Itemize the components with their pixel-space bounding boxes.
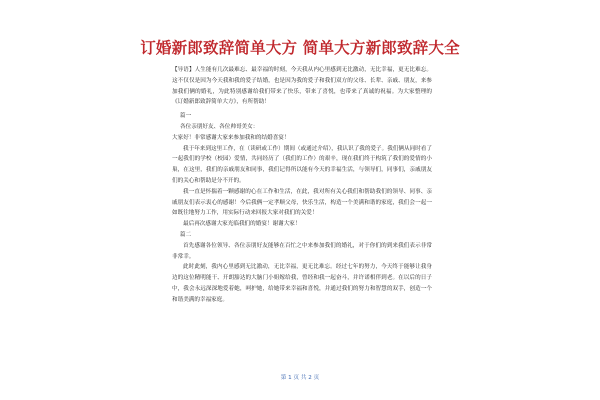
section-2-label: 篇二 [180, 231, 192, 238]
page-title: 订婚新郎致辞简单大方 简单大方新郎致辞大全 [140, 39, 460, 57]
s1-paragraph-4: 最后再次感谢大家光临我们的婚宴！谢谢大家！ [183, 221, 301, 228]
s1-paragraph-2: 我于年来到这里工作，在（读研或工作）期间（或通过介绍），我认识了我的爱子。我们俩从同时看了一起我们的学校（校园）爱情，共同经历了（我们的工作）的艰辛，现在我们终于构筑了我们的爱情的小巢，在这里，我们的亲戚朋友和同事，我们记得所以能有今天的幸福生活，与领导们，同事们，亲戚朋友们的关心和帮助是分不开的。 [172, 145, 432, 184]
s1-paragraph-1: 大家好！非常感谢大家来参加我和的结婚喜宴！ [172, 134, 290, 141]
page-footer: 第 1 页 共 2 页 [280, 375, 320, 381]
article-body [172, 65, 432, 306]
s2-paragraph-1: 首先感谢各位领导、各位亲朋好友能够在百忙之中来参加我们的婚礼，对于你们的到来我们表示非常非常幸。 [172, 242, 432, 260]
section-1-label: 篇一 [180, 113, 192, 120]
intro-paragraph: 【导语】人生能有几次最难忘、最幸福的时刻，今天我从内心里感到无比激动，无比幸福，更无比难忘。这不仅仅是因为今天我和我的爱子结婚，也是因为我的爱子和我们双方的父母、长辈、亲戚、朋友，来参加我们俩的婚礼，为此特别感谢给我们带来了快乐，带来了喜悦，也带来了真诚的祝福。为大家整理的《订婚新郎致辞简单大方》，有所帮助！ [172, 67, 432, 106]
s2-paragraph-2: 此时此刻，我内心里感到无比激动，无比幸福，更无比难忘。经过七年的努力，今天终于能够让我身边的这位精明能干、开朗豁达的大脑门小姐嫁给我，曾经和我一起奋斗，并许诺相伴到老。在以后的日子中，我会永远深深地爱着她，呵护她，给她带来幸福和喜悦，并通过我们的努力和智慧的双手，创造一个和谐美满的幸福家庭。 [172, 264, 432, 303]
s1-paragraph-3: 我一直是怀揣着一颗感谢的心在工作和生活，在此，我对所有关心我们和帮助我们的领导、同事、亲戚朋友们表示衷心的感谢！今后我俩一定孝顺父母，快乐生活，构造一个美满和谐的家庭，我们会一起一如既往地努力工作，用实际行动来回报大家对我们的关爱！ [172, 188, 432, 217]
greeting-1: 各位亲朋好友、各位帅哥美女： [180, 123, 259, 130]
